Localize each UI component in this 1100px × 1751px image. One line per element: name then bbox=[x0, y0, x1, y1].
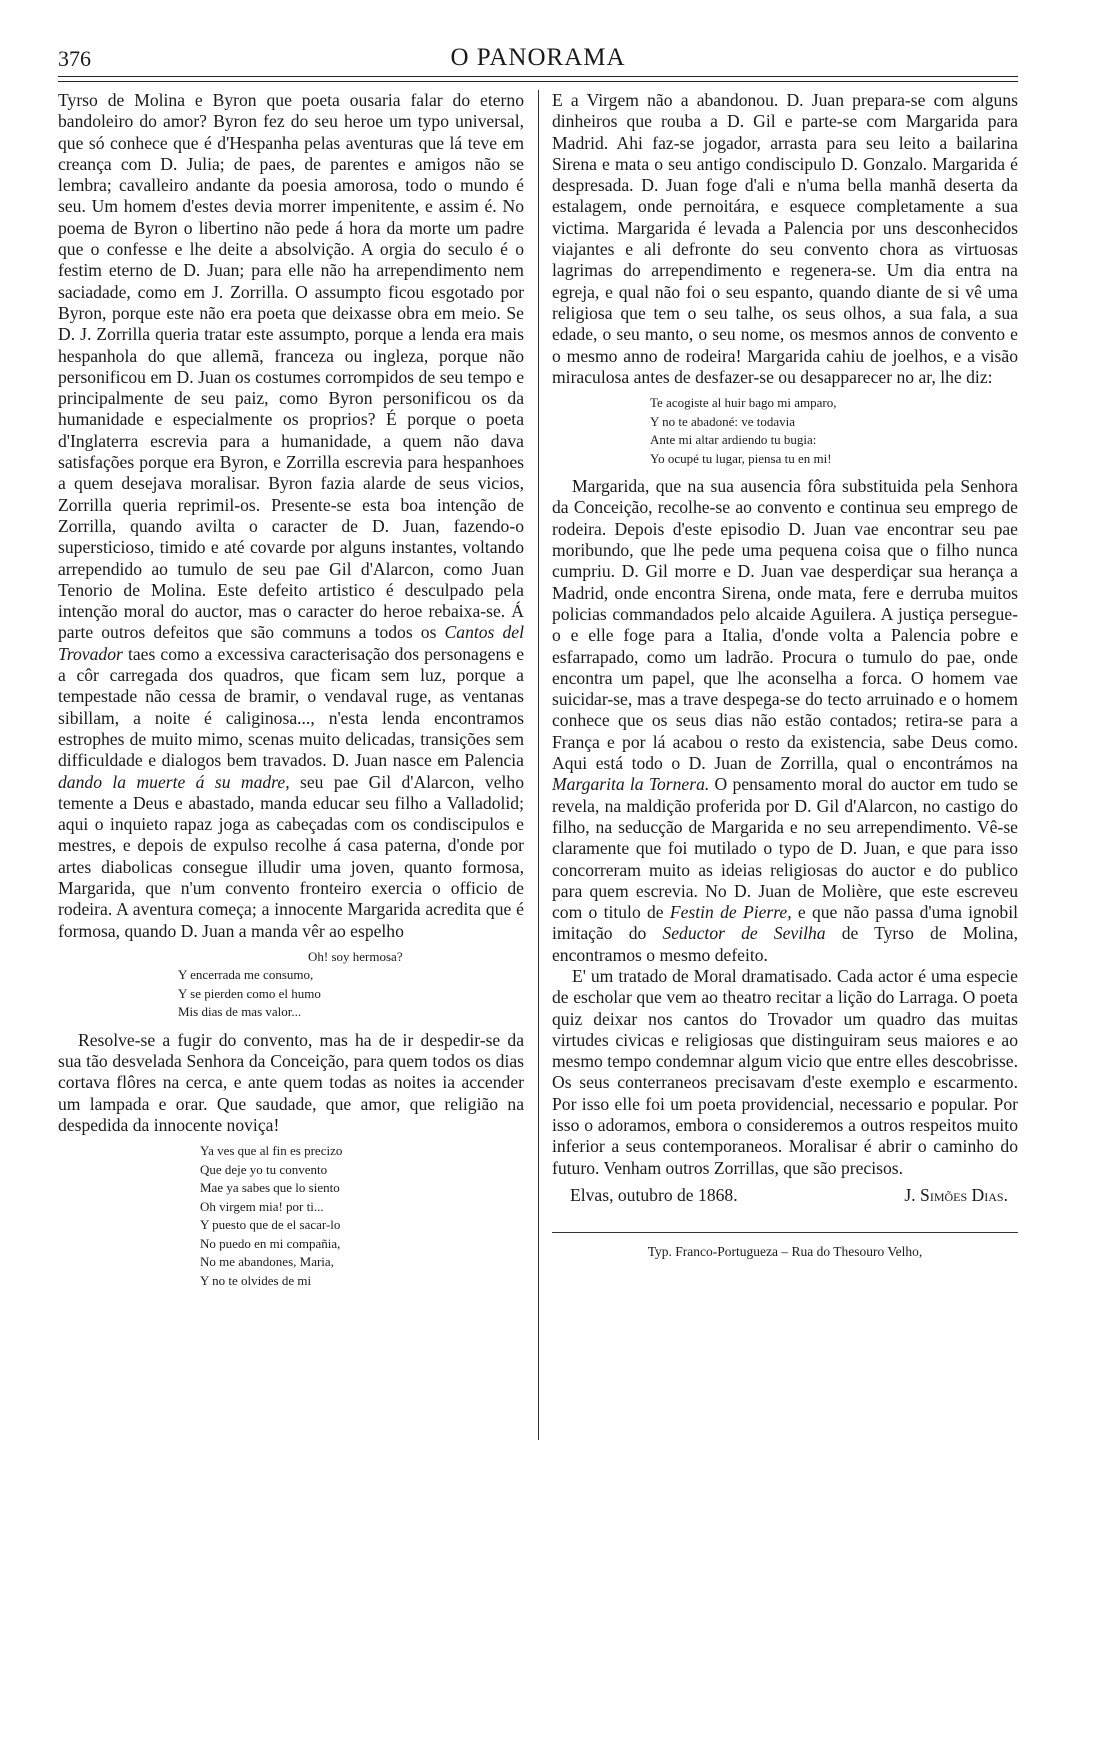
article-paragraph: Resolve-se a fugir do convento, mas ha de ir despedir-se da sua tão desvelada Senhora da Conceição, para quem todos os dias cortava flôres na cerca, e ante quem todas as noites ia accender um lampada e orar. Que saudade, que amor, que religião na despedida da innocente noviça! bbox=[58, 1029, 524, 1136]
verse-line: Ya ves que al fin es precizo bbox=[200, 1143, 343, 1159]
quote-dando: dando la muerte á su madre, bbox=[58, 771, 290, 792]
author-name: J. Simões Dias. bbox=[904, 1184, 1008, 1205]
verse-line: No me abandones, Maria, bbox=[200, 1254, 334, 1270]
page-number: 376 bbox=[58, 46, 91, 71]
verse-line: Mae ya sabes que lo siento bbox=[200, 1180, 340, 1196]
verse-line: Y se pierden como el humo bbox=[178, 985, 321, 1001]
verse-block bbox=[178, 948, 524, 1022]
verse-block bbox=[200, 1142, 524, 1290]
work-title-margarita: Margarita la Tornera. bbox=[552, 774, 710, 795]
article-paragraph bbox=[58, 90, 524, 942]
verse-line: Y encerrada me consumo, bbox=[178, 967, 314, 983]
journal-title: O PANORAMA bbox=[450, 44, 626, 71]
paragraph-text: taes como a excessiva caracterisação dos personagens e a côr carregada dos quadros, que ficam sem luz, porque a tempestade não cessa de bramir, o vendaval ruge, as ventanas sibillam, a noite é caliginosa..., n'esta lenda encontramos estrophes de muito mimo, scenas muito delicadas, transições sem difficuldade e dialogos bem travados. D. Juan nasce em Palencia bbox=[58, 643, 524, 771]
verse-block bbox=[650, 394, 1018, 468]
header-rule-thin bbox=[58, 81, 1018, 82]
verse-line: Te acogiste al huir bago mi amparo, bbox=[650, 395, 837, 411]
verse-line: Que deje yo tu convento bbox=[200, 1161, 328, 1177]
verse-line: Yo ocupé tu lugar, piensa tu en mi! bbox=[650, 450, 832, 466]
verse-line: No puedo en mi compañia, bbox=[200, 1235, 341, 1251]
verse-line: Y no te olvides de mi bbox=[200, 1272, 312, 1288]
work-title-cantos: Cantos del Trovador bbox=[58, 622, 524, 664]
signature-line bbox=[552, 1185, 1018, 1206]
verse-line: Oh! soy hermosa? bbox=[308, 948, 403, 964]
verse-line: Y no te abadoné: ve todavia bbox=[650, 413, 795, 429]
paragraph-text: de Tyrso de Molina, encontramos o mesmo defeito. bbox=[552, 923, 1018, 965]
paragraph-text: Tyrso de Molina e Byron que poeta ousaria falar do eterno bandoleiro do amor? Byron fez do seu heroe um typo universal, que só conhece que é d'Hespanha pelas aventuras que lá teve em creança com D. Julia; de paes, de parentes e amigos não se lembra; cavalleiro andante da poesia amorosa, todo o mundo é seu. Um homem d'estes devia morrer impenitente, e assim é. No poema de Byron o libertino não pede á hora da morte um padre que o confesse e lhe deite a absolvição. A orgia do seculo é o festim eterno de D. Juan; para elle não ha arrependimento nem saciadade, como em J. Zorrilla. O assumpto ficou esgotado por Byron, porque este não era poeta que deixasse obra em meio. Se D. J. Zorrilla queria tratar este assumpto, porque a lenda era mais hespanhola do que allemã, franceza ou ingleza, porque não personificou em D. Juan os costumes corrompidos de seu tempo e principalmente de seu paiz, como Byron personificou os da humanidade e especialmente os proprios? É porque o poeta d'Inglaterra escrevia para a humanidade, a quem não dava satisfações porque era Byron, e Zorrilla escrevia para hespanhoes a quem desejava moralisar. Byron fazia alarde de seus vicios, Zorrilla queria reprimil-os. Presente-se esta boa intenção de Zorrilla, quando avilta o caracter de D. Juan, fazendo-o supersticioso, timido e até covarde por alguns instantes, voltando arrependido ao tumulo de seu pae Gil d'Alarcon, como Juan Tenorio de Molina. Este defeito artistico é desculpado pela intenção moral do auctor, mas o caracter do heroe rebaixa-se. Á parte outros defeitos que são communs a todos os bbox=[58, 90, 524, 643]
header-rule bbox=[58, 76, 1018, 77]
verse-line: Mis dias de mas valor... bbox=[178, 1004, 302, 1020]
left-column bbox=[58, 90, 524, 1298]
paragraph-text: e que não passa d'uma ignobil imitação do bbox=[552, 902, 1018, 944]
article-paragraph: E a Virgem não a abandonou. D. Juan prepara-se com alguns dinheiros que rouba a D. Gil e parte-se com Margarida para Madrid. Ahi faz-se jogador, arrasta para seu leito a bailarina Sirena e mata o seu antigo condiscipulo D. Gonzalo. Margarida é despresada. D. Juan foge d'ali e n'uma bella manhã deserta da estalagem, onde pernoitára, e esquece completamente a sua victima. Margarida é levada a Palencia por uns desconhecidos viajantes e ali defronte do seu convento chora as virtuosas lagrimas do arrependimento e regenera-se. Um dia entra na egreja, e qual não foi o seu espanto, quando diante de si vê uma religiosa que tem o seu talhe, os seus olhos, a sua fala, a sua edade, o seu manto, o seu nome, os mesmos annos de convento e o mesmo anno de rodeira! Margarida cahiu de joelhos, e a visão miraculosa antes de desfazer-se ou desapparecer no ar, lhe diz: bbox=[552, 90, 1018, 387]
work-title-festin: Festin de Pierre, bbox=[669, 902, 792, 923]
column-divider bbox=[538, 90, 539, 1440]
right-column bbox=[552, 90, 1018, 1263]
article-paragraph bbox=[552, 476, 1018, 966]
place-date: Elvas, outubro de 1868. bbox=[570, 1184, 738, 1205]
article-paragraph: E' um tratado de Moral dramatisado. Cada actor é uma especie de escholar que vem ao theatro recitar a lição do Larraga. O poeta quiz deixar nos cantos do Trovador um quadro das muitas virtudes civicas e religiosas que distinguiram seus maiores e ao mesmo tempo condemnar algum vicio que entre elles descobrisse. Os seus conterraneos precisavam d'este exemplo e escarmento. Por isso elle foi um poeta providencial, necessario e popular. Por isso o adoramos, embora o consideremos a outros respeitos muito inferior a seus contemporaneos. Moralisar é abrir o caminho do futuro. Venham outros Zorrillas, que são precisos. bbox=[552, 965, 1018, 1178]
verse-line: Ante mi altar ardiendo tu bugia: bbox=[650, 432, 817, 448]
printer-imprint: Typ. Franco-Portugueza – Rua do Thesouro Velho, bbox=[552, 1232, 1018, 1262]
verse-line: Y puesto que de el sacar-lo bbox=[200, 1217, 341, 1233]
verse-line: Oh virgem mia! por ti... bbox=[200, 1198, 324, 1214]
work-title-seductor: Seductor de Sevilha bbox=[662, 923, 826, 944]
paragraph-text: O pensamento moral do auctor em tudo se revela, na maldição proferida por D. Gil d'Alarcon, no castigo do filho, na seducção de Margarida e no seu arrependimento. Vê-se claramente que foi mutilado o typo de D. Juan, e que para isso concorreram muito as ideias religiosas do auctor e do publico para quem escrevia. No D. Juan de Molière, que este escreveu com o titulo de bbox=[552, 774, 1018, 923]
paragraph-text: Margarida, que na sua ausencia fôra substituida pela Senhora da Conceição, recolhe-se ao convento e continua seu emprego de rodeira. Depois d'este episodio D. Juan vae encontrar seu pae moribundo, que lhe pede uma pequena coisa que o filho nunca cumpriu. D. Gil morre e D. Juan vae desperdiçar sua herança a Madrid, onde encontra Sirena, onde mata, fere e derruba muitos policias commandados pelo alcaide Aguilera. A justiça persegue-o e elle foge para a Italia, d'onde volta a Palencia pobre e esfarrapado, como um ladrão. Procura o tumulo do pae, onde encontra um papel, que lhe aconselha a forca. O homem vae suicidar-se, mas a trave despega-se do tecto arruinado e o homem conhece que os seus dias não estão contados; retira-se para a França e por lá acabou o resto da existencia, sabe Deus como. Aqui está todo o D. Juan de Zorrilla, qual o encontrámos na bbox=[552, 476, 1018, 774]
paragraph-text: seu pae Gil d'Alarcon, velho temente a Deus e abastado, manda educar seu filho a Valladolid; aqui o inquieto rapaz joga as cabeçadas com os condiscipulos e mestres, e depois de expulso recolhe á casa paterna, d'onde por artes diabolicas consegue illudir uma joven, quanto formosa, Margarida, que n'um convento fronteiro exercia o officio de rodeira. A aventura começa; a innocente Margarida acredita que é formosa, quando D. Juan a manda vêr ao espelho bbox=[58, 771, 524, 941]
